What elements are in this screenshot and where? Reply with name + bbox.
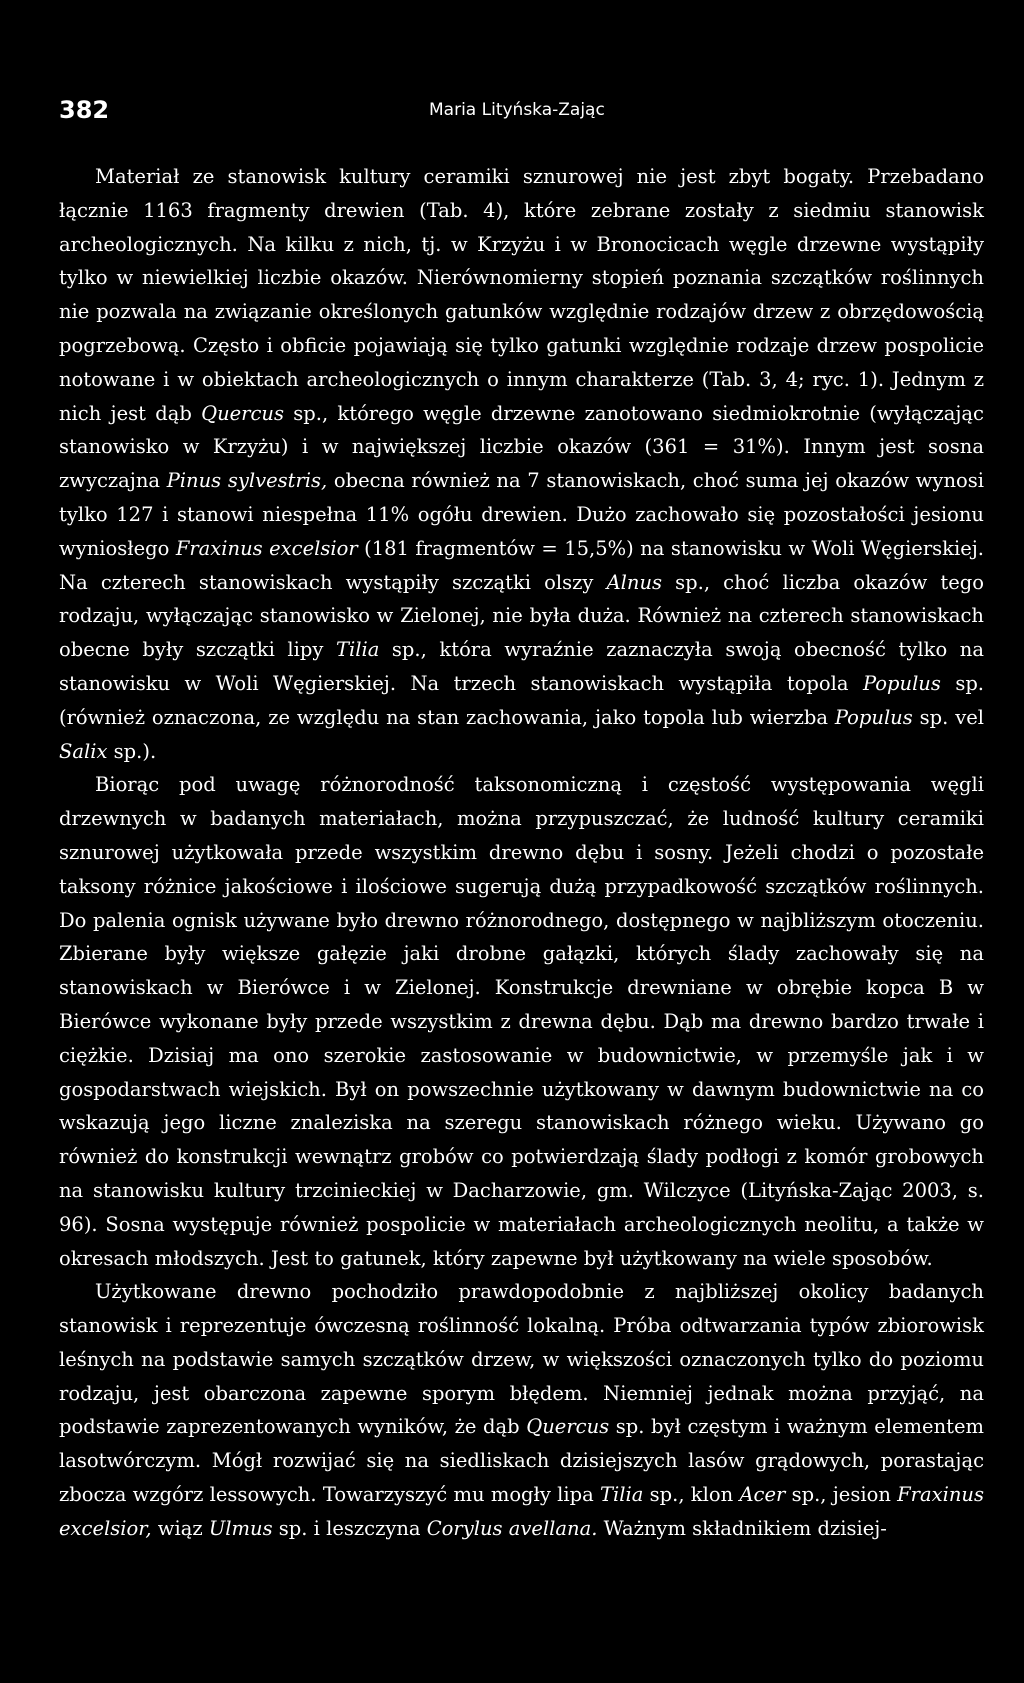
page-header <box>59 96 984 126</box>
text-run: sp., jesion <box>785 1483 898 1507</box>
italic-taxon: Corylus avellana. <box>426 1516 598 1540</box>
page-number: 382 <box>59 96 110 124</box>
text-run: sp.). <box>107 739 157 763</box>
italic-taxon: Tilia <box>600 1483 644 1507</box>
italic-taxon: Acer <box>739 1483 786 1507</box>
text-run: sp. (również oznaczona, ze względu na stan zachowania, jako topola lub wierzba <box>59 671 985 729</box>
text-run: sp., klon <box>643 1483 740 1507</box>
text-run: Użytkowane drewno pochodziło prawdopodobnie z najbliższej okolicy badanych stanowisk i reprezentuje ówczesną roślinność lokalną. Próba odtwarzania typów zbiorowisk leśnych na podstawie samych szczątków drzew, w większości oznaczonych tylko do poziomu rodzaju, jest obarczona zapewne sporym błędem. Niemniej jednak można przyjąć, na podstawie zaprezentowanych wyników, że dąb <box>59 1280 984 1439</box>
italic-taxon: Populus <box>834 705 913 729</box>
text-run: sp., choć liczba okazów tego rodzaju, wyłączając stanowisko w Zielonej, nie była duża. Również na czterech stanowiskach obecne były szczątki lipy <box>59 570 984 662</box>
running-head: Maria Lityńska-Zając <box>429 100 605 120</box>
text-run: obecna również na 7 stanowiskach, choć suma jej okazów wynosi tylko 127 i stanowi niespełna 11% ogółu drewien. Dużo zachowało się pozostałości jesionu wyniosłego <box>59 469 984 560</box>
italic-taxon: Salix <box>59 739 108 763</box>
italic-taxon: Quercus <box>526 1415 610 1439</box>
body-text <box>59 160 984 1546</box>
italic-taxon: Fraxinus excelsior, <box>59 1483 984 1540</box>
paragraph <box>59 1275 984 1545</box>
text-run: sp., którego węgle drzewne zanotowano siedmiokrotnie (wyłączając stanowisko w Krzyżu) i w największej liczbie okazów (361 = 31%). Innym jest sosna zwyczajna <box>59 401 984 493</box>
italic-taxon: Populus <box>862 671 941 695</box>
italic-taxon: Quercus <box>201 401 284 425</box>
italic-taxon: Ulmus <box>208 1516 273 1540</box>
text-run: Ważnym składnikiem dzisiej- <box>597 1516 887 1540</box>
text-run: sp. i leszczyna <box>272 1516 427 1540</box>
text-run: sp. był częstym i ważnym elementem lasotwórczym. Mógł rozwijać się na siedliskach dzisiejszych lasów grądowych, porastając zbocza wzgórz lessowych. Towarzyszyć mu mogły lipa <box>59 1415 985 1507</box>
italic-taxon: Pinus sylvestris, <box>166 469 328 493</box>
paragraph <box>59 768 984 1275</box>
text-run: Biorąc pod uwagę różnorodność taksonomiczną i częstość występowania węgli drzewnych w badanych materiałach, można przypuszczać, że ludność kultury ceramiki sznurowej użytkowała przede wszystkim drewno dębu i sosny. Jeżeli chodzi o pozostałe taksony różnice jakościowe i ilościowe sugerują dużą przypadkowość szczątków roślinnych. Do palenia ognisk używane było drewno różnorodnego, dostępnego w najbliższym otoczeniu. Zbierane były większe gałęzie jaki drobne gałązki, których ślady zachowały się na stanowiskach w Bierówce i w Zielonej. Konstrukcje drewniane w obrębie kopca B w Bierówce wykonane były przede wszystkim z drewna dębu. Dąb ma drewno bardzo trwałe i ciężkie. Dzisiaj ma ono szerokie zastosowanie w budownictwie, w przemyśle jak i w gospodarstwach wiejskich. Był on powszechnie użytkowany w dawnym budownictwie na co wskazują jego liczne znaleziska na szeregu stanowiskach różnego wieku. Używano go również do konstrukcji wewnątrz grobów co potwierdzają ślady podłogi z komór grobowych na stanowisku kultury trzcinieckiej w Dacharzowie, gm. Wilczyce (Lityńska-Zając 2003, s. 96). Sosna występuje również pospolicie w materiałach archeologicznych neolitu, a także w okresach młodszych. Jest to gatunek, który zapewne był użytkowany na wiele sposobów. <box>59 773 984 1270</box>
italic-taxon: Tilia <box>335 638 380 662</box>
text-run: (181 fragmentów = 15,5%) na stanowisku w Woli Węgierskiej. Na czterech stanowiskach wystąpiły szczątki olszy <box>59 536 985 594</box>
text-run: sp. vel <box>912 705 984 729</box>
paragraph <box>59 160 984 768</box>
text-run: Materiał ze stanowisk kultury ceramiki sznurowej nie jest zbyt bogaty. Przebadano łącznie 1163 fragmenty drewien (Tab. 4), które zebrane zostały z siedmiu stanowisk archeologicznych. Na kilku z nich, tj. w Krzyżu i w Bronocicach węgle drzewne wystąpiły tylko w niewielkiej liczbie okazów. Nierównomierny stopień poznania szczątków roślinnych nie pozwala na związanie określonych gatunków względnie rodzajów drzew z obrzędowością pogrzebową. Często i obficie pojawiają się tylko gatunki względnie rodzaje drzew pospolicie notowane i w obiektach archeologicznych o innym charakterze (Tab. 3, 4; ryc. 1). Jednym z nich jest dąb <box>59 165 984 425</box>
italic-taxon: Fraxinus excelsior <box>175 536 358 560</box>
text-run: sp., która wyraźnie zaznaczyła swoją obecność tylko na stanowisku w Woli Węgierskiej. Na trzech stanowiskach wystąpiła topola <box>59 638 984 695</box>
text-run: wiąz <box>151 1516 209 1540</box>
italic-taxon: Alnus <box>606 570 663 594</box>
